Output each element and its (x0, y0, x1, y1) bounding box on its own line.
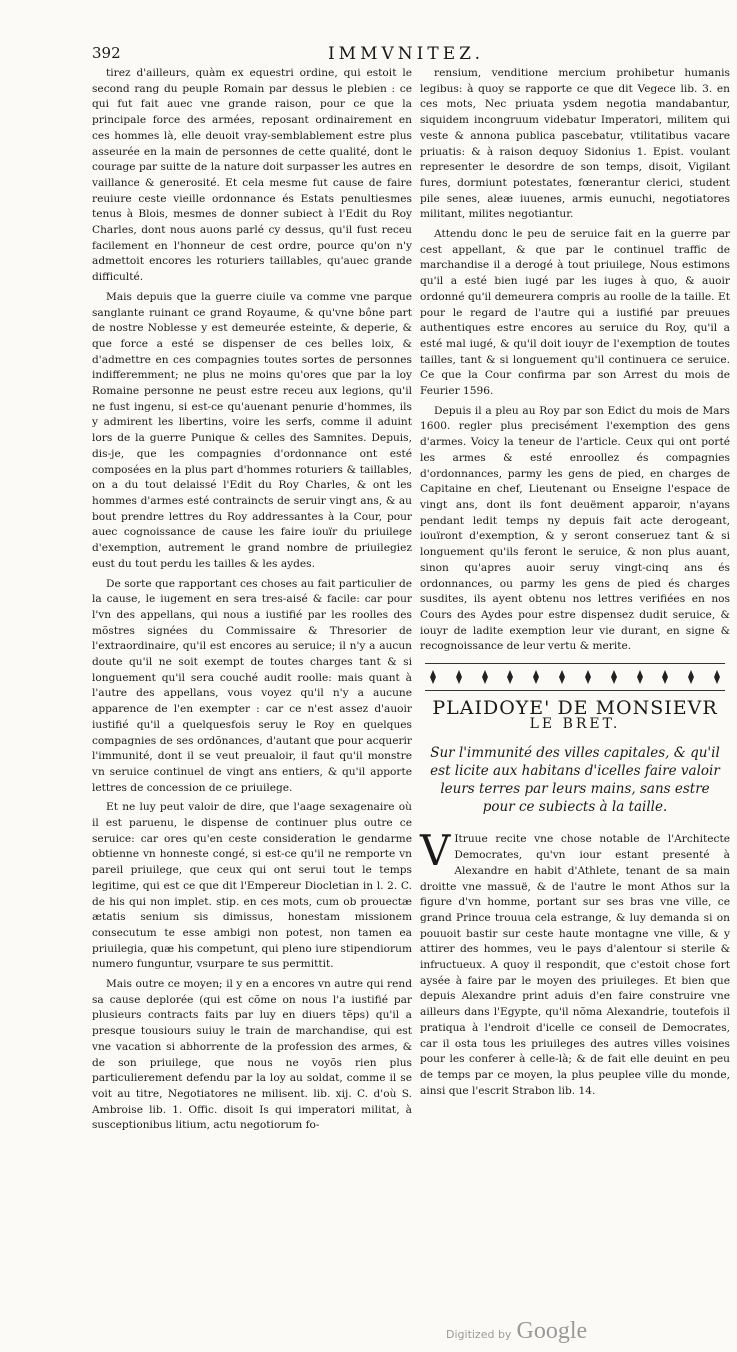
fleuron-icon (502, 669, 518, 685)
fleuron-icon (477, 669, 493, 685)
section-author: LE BRET. (529, 715, 621, 732)
paragraph: Attendu donc le peu de seruice fait en la guerre par cest appellant, & que par le continuel traffic de marchandise il a derogé à tout priuilege, Nous estimons qu'il a esté bien iugé par les iuges à quo, & auoir ordonné qu'il demeurera compris au roolle de la taille. Et pour le regard de l'autre qui a iustifié par preuues authentiques estre encores au seruice du Roy, qu'il a esté mal iugé, & qu'il doit iouyr de l'exemption de toutes tailles, tant & si longuement qu'il continuera ce seruice. Ce que la Cour confirma par son Arrest du mois de Feurier 1596. (420, 228, 730, 398)
fleuron-icon (606, 669, 622, 685)
right-column (420, 66, 730, 1103)
paragraph: De sorte que rapportant ces choses au fait particulier de la cause, le iugement en sera tres-aisé & facile: car pour l'vn des appellans, qui nous a iustifié par les roolles des mõstres signées du Commissaire & Thresorier de l'extraordinaire, qu'il est encores au seruice; il n'y a aucun doute qu'il ne soit exempt de toutes charges tant & si longuement qu'il sera couché audit roolle: mais quant à l'autre des appellans, vous voyez qu'il n'y a aucune apparence de l'en exempter : car ce n'est assez d'auoir iustifié qu'il a quelquesfois seruy le Roy en quelques compagnies de ses ordõnances, d'autant que pour acquerir l'immunité, dont il se veut preualoir, il faut qu'il monstre vn seruice continuel de vingt ans entiers, & qu'il apporte lettres de concession de ce priuilege. (92, 577, 412, 794)
fleuron-icon (451, 669, 467, 685)
section-title: PLAIDOYE' DE MONSIEVR (432, 697, 718, 720)
digitized-by-label: Digitized by (446, 1328, 512, 1341)
section-subtitle: Sur l'immunité des villes capitales, & qu'il est licite aux habitans d'icelles faire valoir leurs terres par leurs mains, sans estre pour ce subiects à la taille. (430, 745, 720, 816)
running-title: IMMVNITEZ. (327, 44, 485, 64)
fleuron-icon (554, 669, 570, 685)
fleuron-icon (657, 669, 673, 685)
fleuron-icon (580, 669, 596, 685)
google-logo: Google (516, 1318, 588, 1344)
fleuron-icon (632, 669, 648, 685)
paragraph: Mais outre ce moyen; il y en a encores vn autre qui rend sa cause deplorée (qui est cõme on nous l'a iustifié par plusieurs contracts faits par luy en diuers tẽps) qu'il a presque tousiours suiuy le train de marchandise, qui est vne vacation si abhorrente de la profession des armes, & de son priuilege, que nous ne voyõs rien plus particulierement defendu par la loy au soldat, comme il se voit au titre, Negotiatores ne milisent. lib. xij. C. d'où S. Ambroise lib. 1. Offic. disoit Is qui imperatori militat, à susceptionibus litium, actu negotiorum fo- (92, 978, 412, 1132)
page-number: 392 (92, 44, 121, 62)
fleuron-icon (683, 669, 699, 685)
fleuron-icon (528, 669, 544, 685)
decorative-ornament-band (425, 663, 725, 691)
paragraph (420, 826, 730, 1099)
paragraph-text: Itruue recite vne chose notable de l'Architecte Democrates, qu'vn iour estant presenté à Alexandre en habit d'Athlete, tenant de sa main droitte vne massuë, & de l'autre le mont Athos sur la figure d'vn homme, portant sur ses bras vne ville, ce grand Prince trouua cela estrange, & luy demanda si on pouuoit bastir sur ceste haute montagne vne ville, & y attirer des hommes, veu le pays d'alentour si sterile & infructueux. A quoy il respondit, que c'estoit chose fort aysée à faire par le moyen des priuileges. Et bien que depuis Alexandre print aduis d'en faire construire vne ailleurs dans l'Egypte, qu'il nõma Alexandrie, toutefois il pratiqua à l'endroit d'icelle ce conseil de Democrates, car il osta tous les priuileges des autres villes voisines pour les conferer à celle-là; & de fait elle deuint en peu de temps par ce moyen, la plus peuplee ville du monde, ainsi que l'escrit Strabon lib. 14. (420, 833, 730, 1097)
paragraph: Et ne luy peut valoir de dire, que l'aage sexagenaire où il est paruenu, le dispense de continuer plus outre ce seruice: car ores qu'en ceste consideration le gendarme obtienne vn honneste congé, si est-ce qu'il ne remporte vn pareil priuilege, que ceux qui ont serui tout le temps legitime, qui est ce que dit l'Empereur Diocletian in l. 2. C. de his qui non implet. stip. en ces mots, cum ob prouectæ ætatis senium sis dimissus, honestam missionem consecutum te esse ambigi non potest, non tamen ea priuilegia, quæ his competunt, qui pleno iure stipendiorum numero funguntur, vsurpare te sus permittit. (92, 801, 412, 971)
fleuron-icon (709, 669, 725, 685)
paragraph: rensium, venditione mercium prohibetur humanis legibus: à quoy se rapporte ce que dit Vegece lib. 3. en ces mots, Nec priuata ysdem negotia mandabantur, siquidem incongruum videbatur Imperatori, militem qui veste & annona publica pascebatur, vtilitatibus vacare priuatis: & à raison dequoy Sidonius 1. Epist. voulant representer le desordre de son temps, disoit, Vigilant fures, dormiunt potestates, fœnerantur clerici, student pile senes, aleæ iuuenes, armis eunuchi, negotiatores militant, milites negotiantur. (420, 67, 730, 221)
paragraph: Depuis il a pleu au Roy par son Edict du mois de Mars 1600. regler plus precisément l'exemption des gens d'armes. Voicy la teneur de l'article. Ceux qui ont porté les armes & esté enroollez és compagnies d'ordonnances, parmy les gens de pied, en charges de Capitaine en chef, Lieutenant ou Enseigne l'espace de vingt ans, dont ils font deuëment apparoir, n'ayans pendant ledit temps ny depuis fait acte derogeant, iouïront d'exemption, & y seront conseruez tant & si longuement qu'ils feront le seruice, & non plus auant, sinon qu'apres auoir seruy vingt-cinq ans és ordonnances, ou parmy les gens de pied és charges susdites, ils ayent obtenu nos lettres verifiées en nos Cours des Aydes pour estre dispensez dudit seruice, & iouyr de ladite exemption leur vie durant, en signe & recognoissance de leur vertu & merite. (420, 404, 730, 653)
left-column (92, 66, 412, 1138)
paragraph: tirez d'ailleurs, quàm ex equestri ordine, qui estoit le second rang du peuple Romain par dessus le plebien : ce qui fut fait auec vne grande raison, pour ce que la principale force des armées, reposant ordinairement en ces hommes là, elle deuoit vray-semblablement estre plus asseurée en la main de personnes de cette qualité, dont le courage par suitte de la nature doit surpasser les autres en vaillance & generosité. Et cela mesme fut cause de faire reuiure ceste vieille ordonnance és Estats penultiesmes tenus à Blois, mesmes de donner subiect à l'Edit du Roy Charles, dont nous auons parlé cy dessus, qu'il fust receu facilement en l'honneur de cest ordre, pource qu'on n'y admettoit encores les roturiers taillables, qu'auec grande difficulté. (92, 67, 412, 284)
drop-cap: V (420, 826, 451, 876)
digitization-watermark (446, 1318, 587, 1345)
fleuron-icon (425, 669, 441, 685)
paragraph: Mais depuis que la guerre ciuile va comme vne parque sanglante ruinant ce grand Royaume, & qu'vne bône part de nostre Noblesse y est demeurée esteinte, & deperie, & que force a esté se dispenser de ces belles loix, & d'admettre en ces compagnies toutes sortes de personnes indifferemment; ne plus ne moins qu'ores que par la loy Romaine personne ne peust estre receu aux legions, qu'il ne fust ingenu, si est-ce qu'auenant penurie d'hommes, ils y admirent les libertins, voire les serfs, comme il aduint lors de la guerre Punique & celles des Samnites. Depuis, dis-je, que les compagnies d'ordonnance ont esté composées en la plus part d'hommes roturiers & taillables, on a du tout delaissé l'Edit du Roy Charles, & ont les hommes d'armes esté contraincts de seruir vingt ans, & au bout prendre lettres du Roy addressantes à la Cour, pour auec cognoissance de cause les faire iouïr du priuilege d'exemption, autrement le grand nombre de priuilegiez eust du tout perdu les tailles & les aydes. (92, 290, 412, 570)
page-header (92, 44, 720, 68)
